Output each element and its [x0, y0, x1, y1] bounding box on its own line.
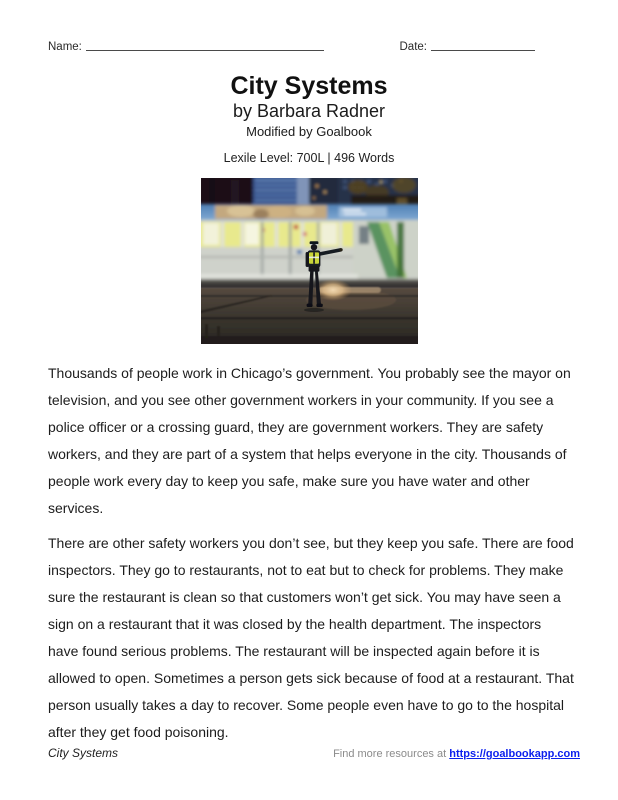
name-blank-line: [86, 40, 324, 51]
lexile-level-line: Lexile Level: 700L | 496 Words: [223, 151, 395, 165]
paragraph-1: Thousands of people work in Chicago’s government. You probably see the mayor on television, and you see other government workers in your community. If you see a police officer or a crossing guard, they are government workers. They are safety workers, and they are part of a system that helps everyone in the city. Thousands of people work every day to keep you safe, make sure you have water and other services.: [48, 365, 571, 516]
blurred-tram: [201, 204, 418, 290]
header-row: [0, 0, 618, 53]
footer-resources-text: Find more resources at: [333, 748, 450, 760]
article-body: [0, 360, 618, 746]
paragraph-2: There are other safety workers you don’t see, but they keep you safe. There are food inspectors. They go to restaurants, not to eat but to check for problems. They make sure the restaurant is clean so that customers won’t get sick. You may have seen a sign on a restaurant that it was closed by the health department. The inspectors have found serious problems. The restaurant will be inspected again before it is allowed to open. Sometimes a person gets sick because of food at a restaurant. That person usually takes a day to recover. Some people even have to go to the hospital after they get food poisoning.: [48, 535, 574, 740]
page-title: City Systems: [230, 72, 388, 100]
traffic-officer-photo: [201, 178, 418, 344]
name-field: [48, 40, 324, 53]
goalbook-link[interactable]: https://goalbookapp.com: [449, 748, 580, 760]
name-label: Name:: [48, 41, 82, 53]
title-block: [0, 73, 618, 166]
footer-document-title: City Systems: [48, 746, 119, 760]
modified-by-line: Modified by Goalbook: [246, 124, 372, 139]
author-line: by Barbara Radner: [232, 101, 386, 121]
date-label: Date:: [399, 41, 427, 53]
page-footer: [48, 746, 580, 760]
footer-resources: [333, 748, 580, 760]
date-blank-line: [431, 40, 535, 51]
article-photo: [201, 178, 418, 344]
date-field: [400, 40, 536, 53]
